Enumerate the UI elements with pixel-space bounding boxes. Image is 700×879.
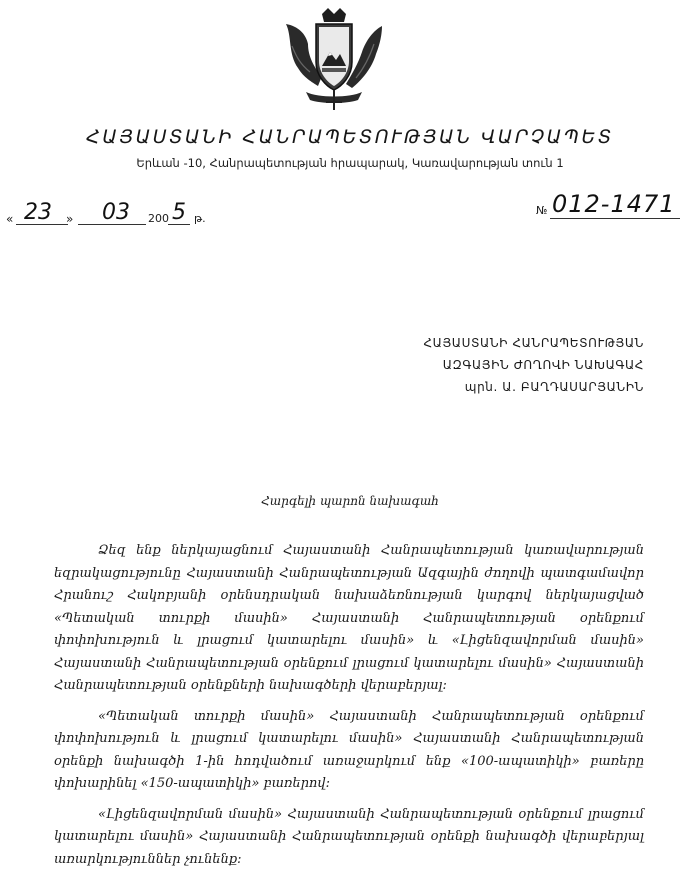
date-open-quote: «: [6, 212, 14, 226]
date-close-quote: »: [66, 212, 74, 226]
recipient-line-1: ՀԱՅԱՍՏԱՆԻ ՀԱՆՐԱՊԵՏՈՒԹՅԱՆ: [423, 336, 644, 350]
reference-number: [536, 190, 686, 226]
letter-body: [54, 540, 644, 879]
reference-number-value: 012-1471: [552, 190, 676, 218]
body-paragraph-1: Ձեզ ենք ներկայացնում Հայաստանի Հանրապետության կառավարության եզրակացությունը Հայաստանի Հանրապետության Ազգային ժողովի պատգամավոր Հրանուշ Հակոբյանի օրենսդրական նախաձեռնության կարգով ներկայացված «Պետական տուրքի մասին» Հայաստանի Հանրապետության օրենքում փոփոխություն և լրացում կատարելու մասին» և «Լիցենզավորման մասին» Հայաստանի Հանրապետության օրենքում լրացում կատարելու մասին» Հայաստանի Հանրապետության օրենքների նախագծերի վերաբերյալ:: [54, 543, 644, 693]
date-suffix: թ.: [194, 212, 206, 225]
date-year-digit: 5: [172, 200, 186, 225]
recipient-line-3: պրն. Ա. ԲԱՂԴԱՍԱՐՅԱՆԻՆ: [464, 380, 644, 394]
armenian-coat-of-arms-icon: [278, 6, 390, 114]
document-date: [6, 198, 236, 232]
office-title: ՀԱՅԱՍՏԱՆԻ ՀԱՆՐԱՊԵՏՈՒԹՅԱՆ ՎԱՐՉԱՊԵՏ: [86, 126, 614, 148]
salutation: Հարգելի պարոն նախագահ: [261, 494, 439, 508]
date-month: 03: [102, 200, 130, 225]
recipient-block: [423, 332, 644, 398]
date-year-prefix: 200: [148, 212, 169, 225]
body-paragraph-2: «Պետական տուրքի մասին» Հայաստանի Հանրապետության օրենքում փոփոխություն և լրացում կատարելու մասին» Հայաստանի Հանրապետության օրենքի նախագծի 1-ին հոդվածում առաջարկում ենք «100-ապատիկի» բառերը փոխարինել «150-ապատիկի» բառերով:: [54, 708, 644, 791]
reference-no-label: №: [536, 204, 548, 217]
recipient-line-2: ԱԶԳԱՅԻՆ ԺՈՂՈՎԻ ՆԱԽԱԳԱՀ: [442, 358, 644, 372]
body-paragraph-3: «Լիցենզավորման մասին» Հայաստանի Հանրապետության օրենքում լրացում կատարելու մասին» Հայաստանի Հանրապետության օրենքի նախագծի վերաբերյալ առարկություններ չունենք:: [54, 806, 644, 867]
date-day: 23: [24, 200, 52, 225]
office-address: Երևան -10, Հանրապետության հրապարակ, Կառավարության տուն 1: [136, 156, 564, 170]
